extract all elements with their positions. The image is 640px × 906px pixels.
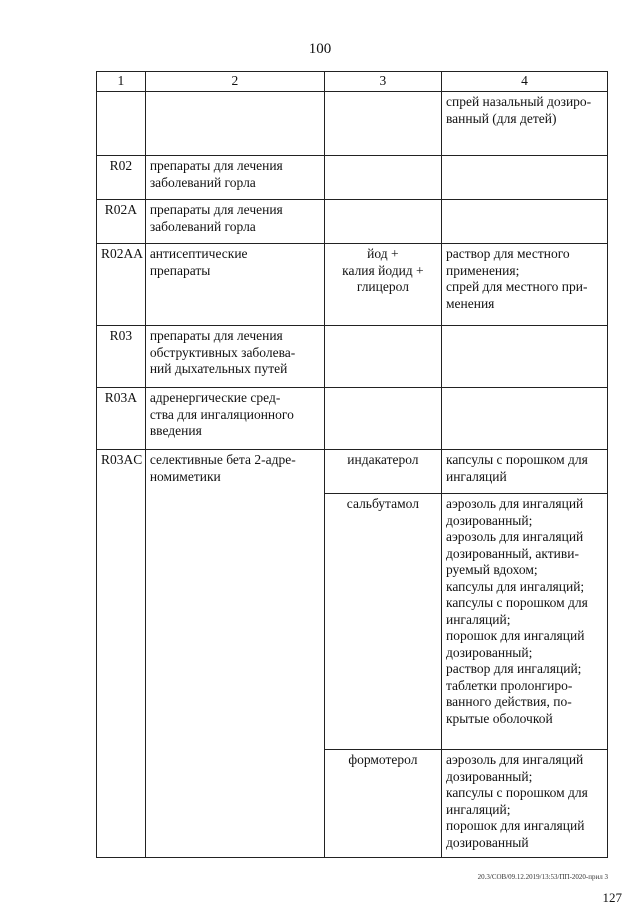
table-row [97, 92, 608, 156]
corner-page-number: 127 [602, 890, 622, 905]
dosage-form-cell [441, 156, 607, 200]
dosage-form-cell: раствор для местного применения; спрей для местного при- менения [441, 244, 607, 326]
group-name-cell: препараты для лечения обструктивных заболева- ний дыхательных путей [145, 326, 324, 388]
drug-name-cell: формотерол [324, 750, 441, 858]
drug-name-cell [324, 92, 441, 156]
drug-table [96, 71, 608, 858]
dosage-form-cell: аэрозоль для ингаляций дозированный; аэрозоль для ингаляций дозированный, активи- руемый вдохом; капсулы для ингаляций; капсулы с порошком для ингаляций; порошок для ингаляций дозированный; раствор для ингаляций; таблетки пролонгиро- ванного действия, по- крытые оболочкой [441, 494, 607, 750]
table-row [97, 156, 608, 200]
atc-code-cell: R02AA [97, 244, 146, 326]
group-name-cell: препараты для лечения заболеваний горла [145, 156, 324, 200]
group-name-cell: адренергические сред- ства для ингаляционного введения [145, 388, 324, 450]
dosage-form-cell [441, 200, 607, 244]
group-name-cell: селективные бета 2-адре- номиметики [145, 450, 324, 858]
drug-name-cell [324, 388, 441, 450]
table-row [97, 200, 608, 244]
table-row [97, 450, 608, 494]
table-header-row [97, 72, 608, 92]
dosage-form-cell [441, 388, 607, 450]
dosage-form-cell: спрей назальный дозиро- ванный (для детей) [441, 92, 607, 156]
document-footer-code: 20.3/СОВ/09.12.2019/13:53/ПП-2020-прил 3 [477, 873, 608, 881]
drug-name-cell [324, 156, 441, 200]
drug-name-cell: йод + калия йодид + глицерол [324, 244, 441, 326]
column-header: 2 [145, 72, 324, 92]
atc-code-cell: R03AC [97, 450, 146, 858]
drug-name-cell [324, 326, 441, 388]
atc-code-cell: R03A [97, 388, 146, 450]
dosage-form-cell [441, 326, 607, 388]
dosage-form-cell: капсулы с порошком для ингаляций [441, 450, 607, 494]
atc-code-cell: R02 [97, 156, 146, 200]
table-row [97, 388, 608, 450]
column-header: 1 [97, 72, 146, 92]
column-header: 3 [324, 72, 441, 92]
drug-name-cell: индакатерол [324, 450, 441, 494]
table-row [97, 326, 608, 388]
drug-name-cell [324, 200, 441, 244]
atc-code-cell [97, 92, 146, 156]
atc-code-cell: R03 [97, 326, 146, 388]
drug-name-cell: сальбутамол [324, 494, 441, 750]
table-row [97, 244, 608, 326]
page-number: 100 [308, 41, 332, 57]
group-name-cell [145, 92, 324, 156]
group-name-cell: антисептические препараты [145, 244, 324, 326]
dosage-form-cell: аэрозоль для ингаляций дозированный; капсулы с порошком для ингаляций; порошок для ингаляций дозированный [441, 750, 607, 858]
atc-code-cell: R02A [97, 200, 146, 244]
group-name-cell: препараты для лечения заболеваний горла [145, 200, 324, 244]
column-header: 4 [441, 72, 607, 92]
